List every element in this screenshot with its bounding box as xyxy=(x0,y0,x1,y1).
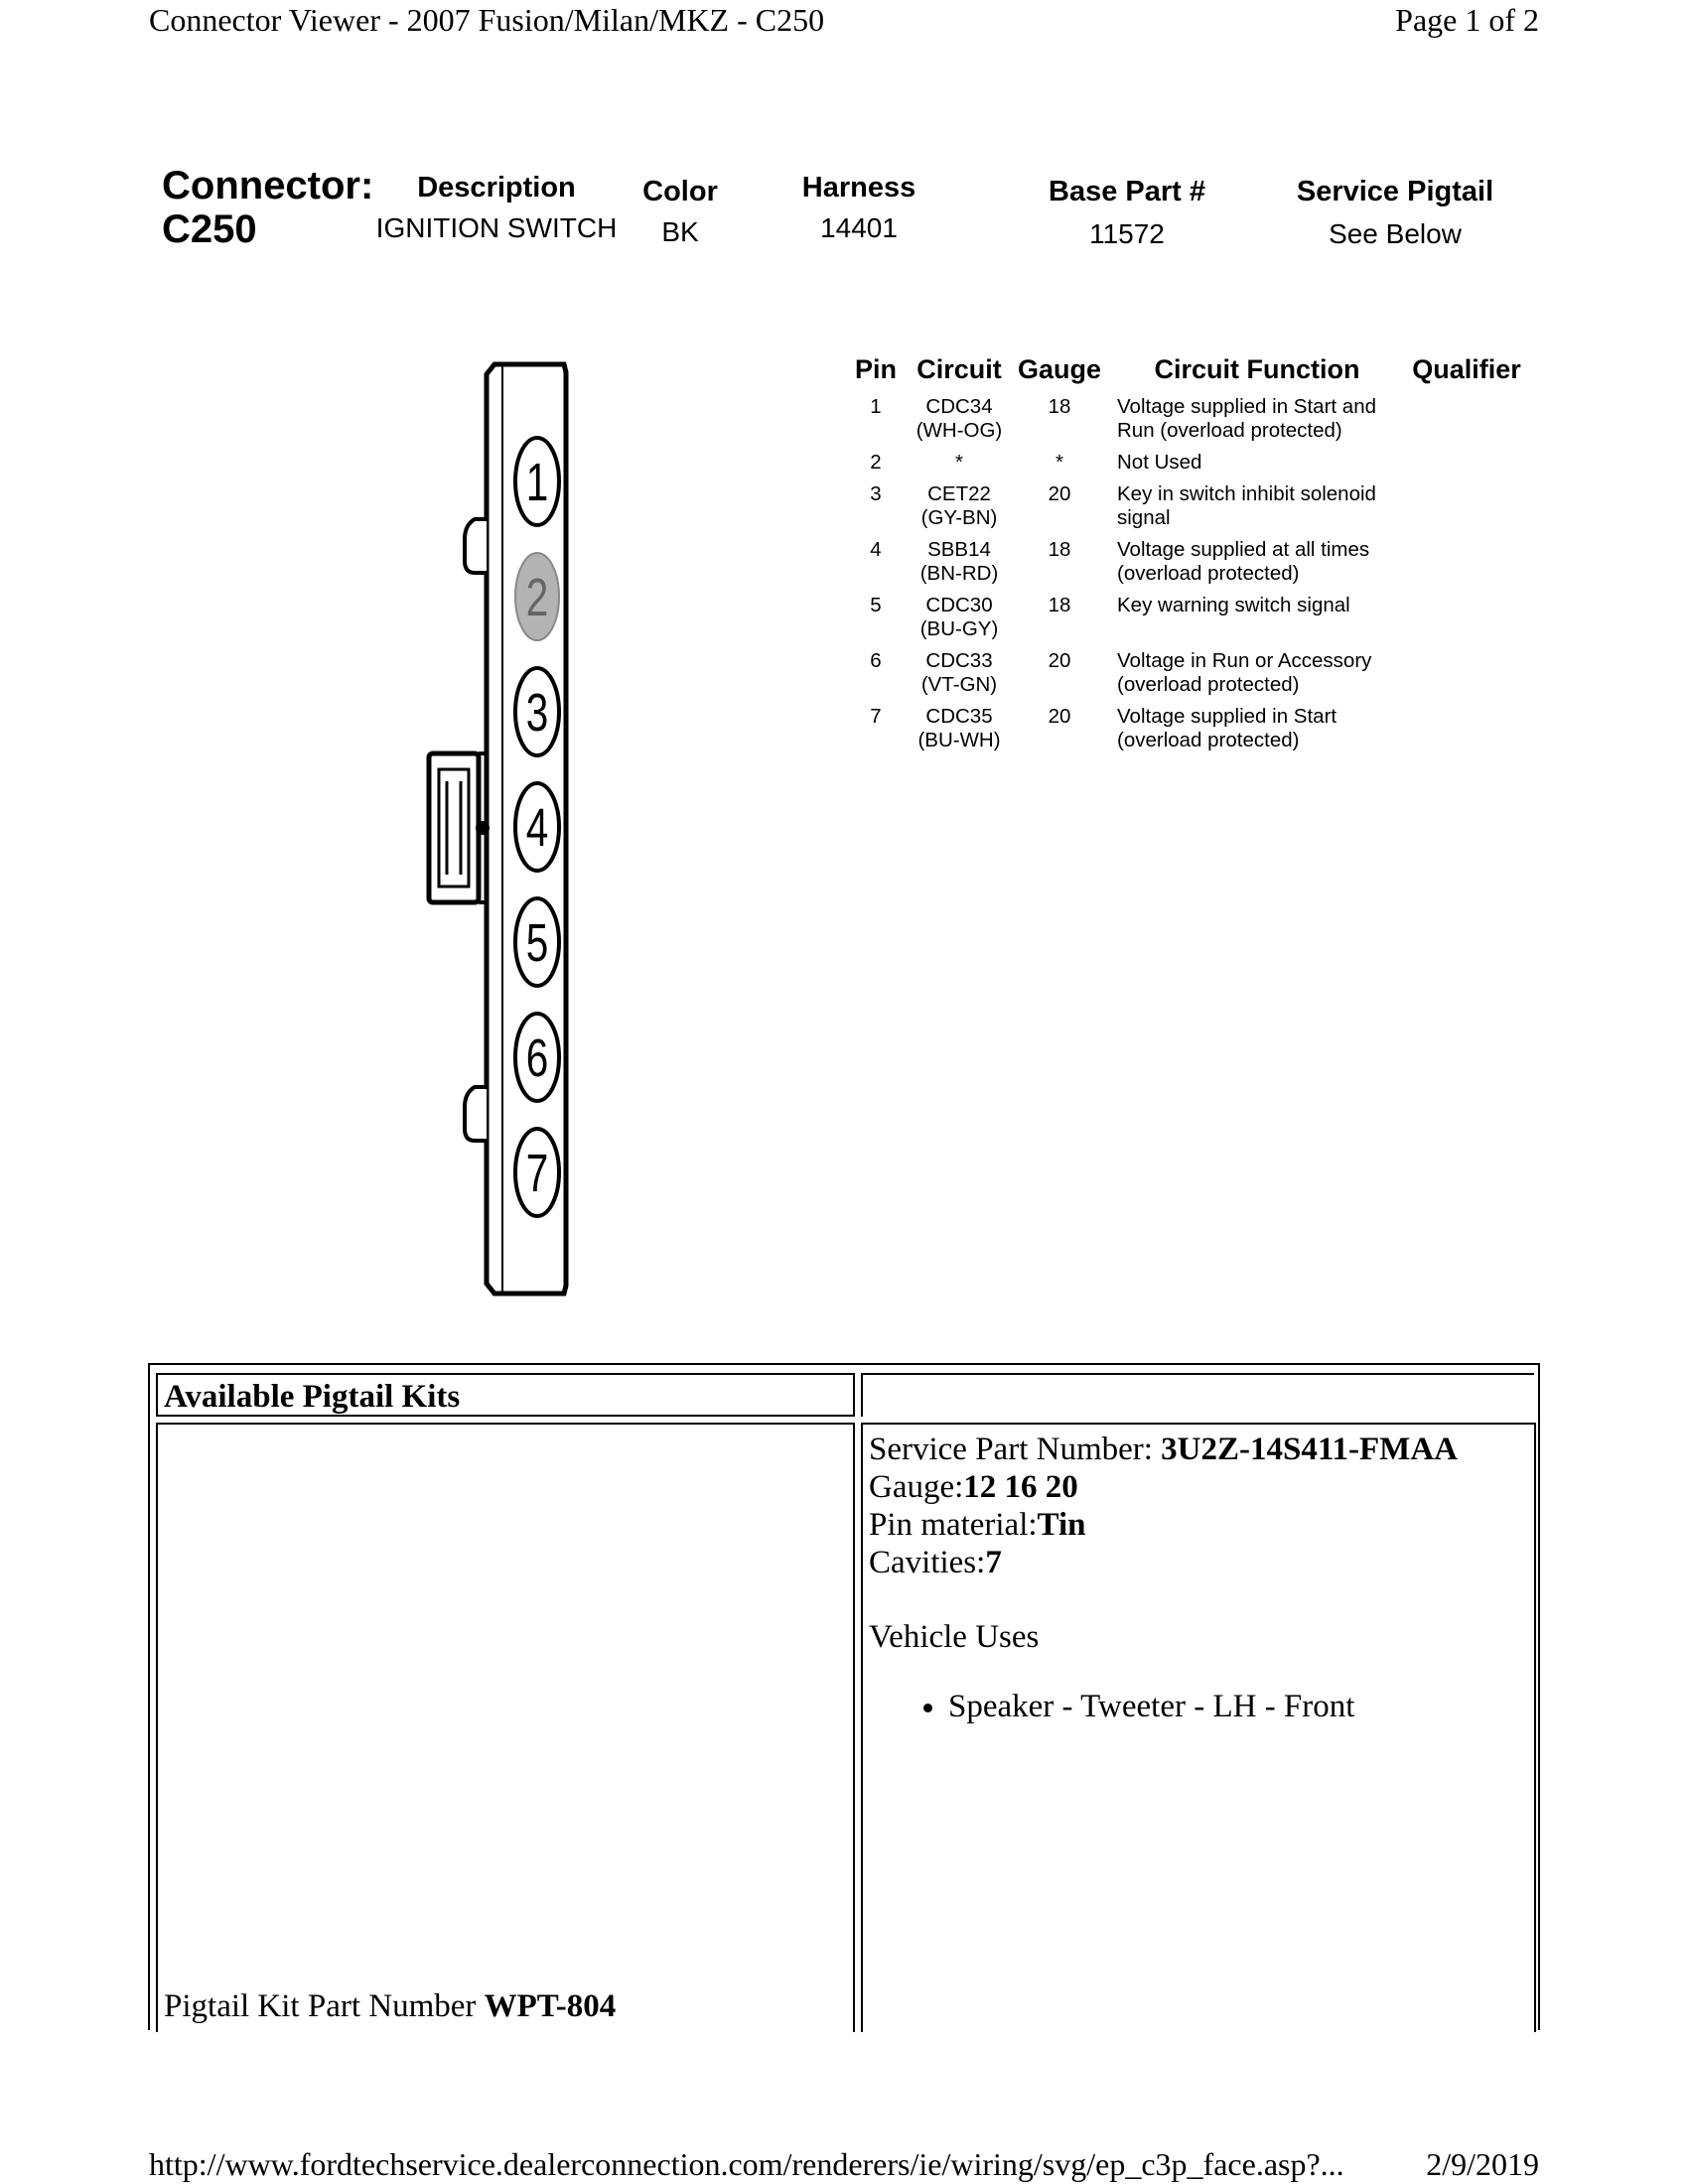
cell-function: Voltage supplied in Start and Run (overload protected) xyxy=(1117,395,1376,442)
pin-number-label: 2 xyxy=(525,568,549,628)
service-part-number: 3U2Z-14S411-FMAA xyxy=(1161,1432,1458,1467)
col-header-circuit-function: Circuit Function xyxy=(1154,354,1360,384)
col-header-pin: Pin xyxy=(854,354,897,384)
cell-pin: 7 xyxy=(870,705,882,728)
pin-table-header xyxy=(845,357,1526,395)
locking-clip xyxy=(429,753,490,902)
table-row xyxy=(845,451,1526,482)
pigtail-kits-heading-cell xyxy=(156,1373,855,1417)
col-header-circuit: Circuit xyxy=(916,354,1002,384)
cell-circuit: CDC30 (BU-GY) xyxy=(919,594,999,640)
cell-pin: 6 xyxy=(870,649,882,672)
kit-part-number: WPT-804 xyxy=(484,1988,617,2024)
cell-qualifier xyxy=(1407,705,1526,760)
cell-gauge: 18 xyxy=(1048,538,1071,561)
service-part-label: Service Part Number: xyxy=(869,1432,1162,1467)
table-row xyxy=(845,594,1526,649)
description-label: Description xyxy=(417,172,576,204)
upper-tab xyxy=(465,519,487,573)
pin-number-label: 6 xyxy=(525,1028,549,1089)
lower-tab xyxy=(465,1087,487,1141)
cell-qualifier xyxy=(1407,649,1526,705)
cell-function: Voltage supplied in Start (overload protected) xyxy=(1117,705,1337,751)
color-value: BK xyxy=(661,216,699,247)
pigtail-kit-image-cell xyxy=(156,1423,855,2032)
cavities-label: Cavities: xyxy=(869,1545,986,1580)
source-url: http://www.fordtechservice.dealerconnection.com/renderers/ie/wiring/svg/ep_c3p_face.asp?... xyxy=(149,2146,1344,2182)
cell-circuit: CDC33 (VT-GN) xyxy=(920,649,998,696)
gauge-label: Gauge: xyxy=(869,1469,964,1505)
table-row xyxy=(845,482,1526,538)
table-row xyxy=(845,705,1526,760)
cell-pin: 3 xyxy=(870,482,882,505)
vehicle-uses-list xyxy=(865,1688,1458,1725)
col-header-gauge: Gauge xyxy=(1017,354,1102,384)
table-row xyxy=(845,649,1526,705)
page-number: Page 1 of 2 xyxy=(1395,2,1539,38)
pin-material-label: Pin material: xyxy=(869,1507,1038,1543)
cell-qualifier xyxy=(1407,594,1526,649)
pigtail-kits-title: Available Pigtail Kits xyxy=(164,1379,461,1415)
pigtail-kit-part xyxy=(164,1988,616,2025)
service-pigtail-value: See Below xyxy=(1329,218,1462,249)
kit-part-label: Pigtail Kit Part Number xyxy=(164,1988,485,2024)
cell-qualifier xyxy=(1407,395,1526,451)
col-header-qualifier: Qualifier xyxy=(1412,354,1521,384)
cell-function: Not Used xyxy=(1117,451,1202,474)
cell-gauge: 18 xyxy=(1048,395,1071,418)
pigtail-kit-details xyxy=(865,1431,1458,1725)
cell-pin: 1 xyxy=(870,395,882,418)
description-value: IGNITION SWITCH xyxy=(375,212,618,243)
document-title: Connector Viewer - 2007 Fusion/Milan/MKZ - C250 xyxy=(149,2,825,38)
pin-number-label: 4 xyxy=(525,798,549,859)
cell-gauge: * xyxy=(1055,451,1063,474)
pin-table xyxy=(845,354,1526,760)
table-row xyxy=(845,538,1526,594)
connector-id: C250 xyxy=(162,207,257,251)
pigtail-kits-table xyxy=(148,1363,1540,2030)
pin-material-value: Tin xyxy=(1037,1507,1086,1543)
list-item: • Speaker - Tweeter - LH - Front xyxy=(948,1688,1458,1725)
cell-qualifier xyxy=(1407,451,1526,482)
cell-function: Key warning switch signal xyxy=(1117,594,1350,616)
base-part-label: Base Part # xyxy=(1049,176,1205,207)
cell-circuit: CDC35 (BU-WH) xyxy=(917,705,1001,751)
color-label: Color xyxy=(642,176,718,207)
table-row xyxy=(845,395,1526,451)
cell-circuit: SBB14 (BN-RD) xyxy=(919,538,999,585)
cell-pin: 5 xyxy=(870,594,882,616)
cell-gauge: 18 xyxy=(1048,594,1071,616)
cell-circuit: * xyxy=(955,451,963,474)
cell-function: Voltage in Run or Accessory (overload protected) xyxy=(1117,649,1372,696)
harness-label: Harness xyxy=(801,172,916,204)
cell-function: Key in switch inhibit solenoid signal xyxy=(1117,482,1376,529)
pigtail-kits-heading-blank xyxy=(861,1373,1534,1417)
pin-number-label: 7 xyxy=(525,1144,549,1204)
cell-qualifier xyxy=(1407,482,1526,538)
service-part-line xyxy=(869,1431,1458,1468)
gauge-value: 12 16 20 xyxy=(963,1469,1078,1505)
vehicle-uses-label: Vehicle Uses xyxy=(869,1619,1040,1655)
gauge-line xyxy=(869,1468,1458,1506)
cell-gauge: 20 xyxy=(1048,705,1071,728)
cell-pin: 2 xyxy=(870,451,882,474)
base-part-value: 11572 xyxy=(1089,218,1165,249)
pin-number-label: 1 xyxy=(525,453,549,513)
cell-qualifier xyxy=(1407,538,1526,594)
cell-gauge: 20 xyxy=(1048,649,1071,672)
pin-material-line xyxy=(869,1506,1458,1544)
cell-circuit: CDC34 (WH-OG) xyxy=(915,395,1003,442)
harness-value: 14401 xyxy=(820,212,898,243)
cavities-value: 7 xyxy=(985,1545,1002,1580)
connector-face-diagram xyxy=(417,352,596,1305)
cell-pin: 4 xyxy=(870,538,882,561)
cell-gauge: 20 xyxy=(1048,482,1071,505)
print-date: 2/9/2019 xyxy=(1426,2146,1539,2182)
service-pigtail-label: Service Pigtail xyxy=(1296,176,1494,207)
cavities-line xyxy=(869,1544,1458,1581)
connector-label: Connector: xyxy=(162,164,374,207)
pin-number-label: 5 xyxy=(525,913,549,974)
cell-function: Voltage supplied at all times (overload protected) xyxy=(1117,538,1370,585)
pigtail-kit-details-cell xyxy=(861,1423,1536,2032)
pin-number-label: 3 xyxy=(525,683,549,744)
cell-circuit: CET22 (GY-BN) xyxy=(920,482,998,529)
